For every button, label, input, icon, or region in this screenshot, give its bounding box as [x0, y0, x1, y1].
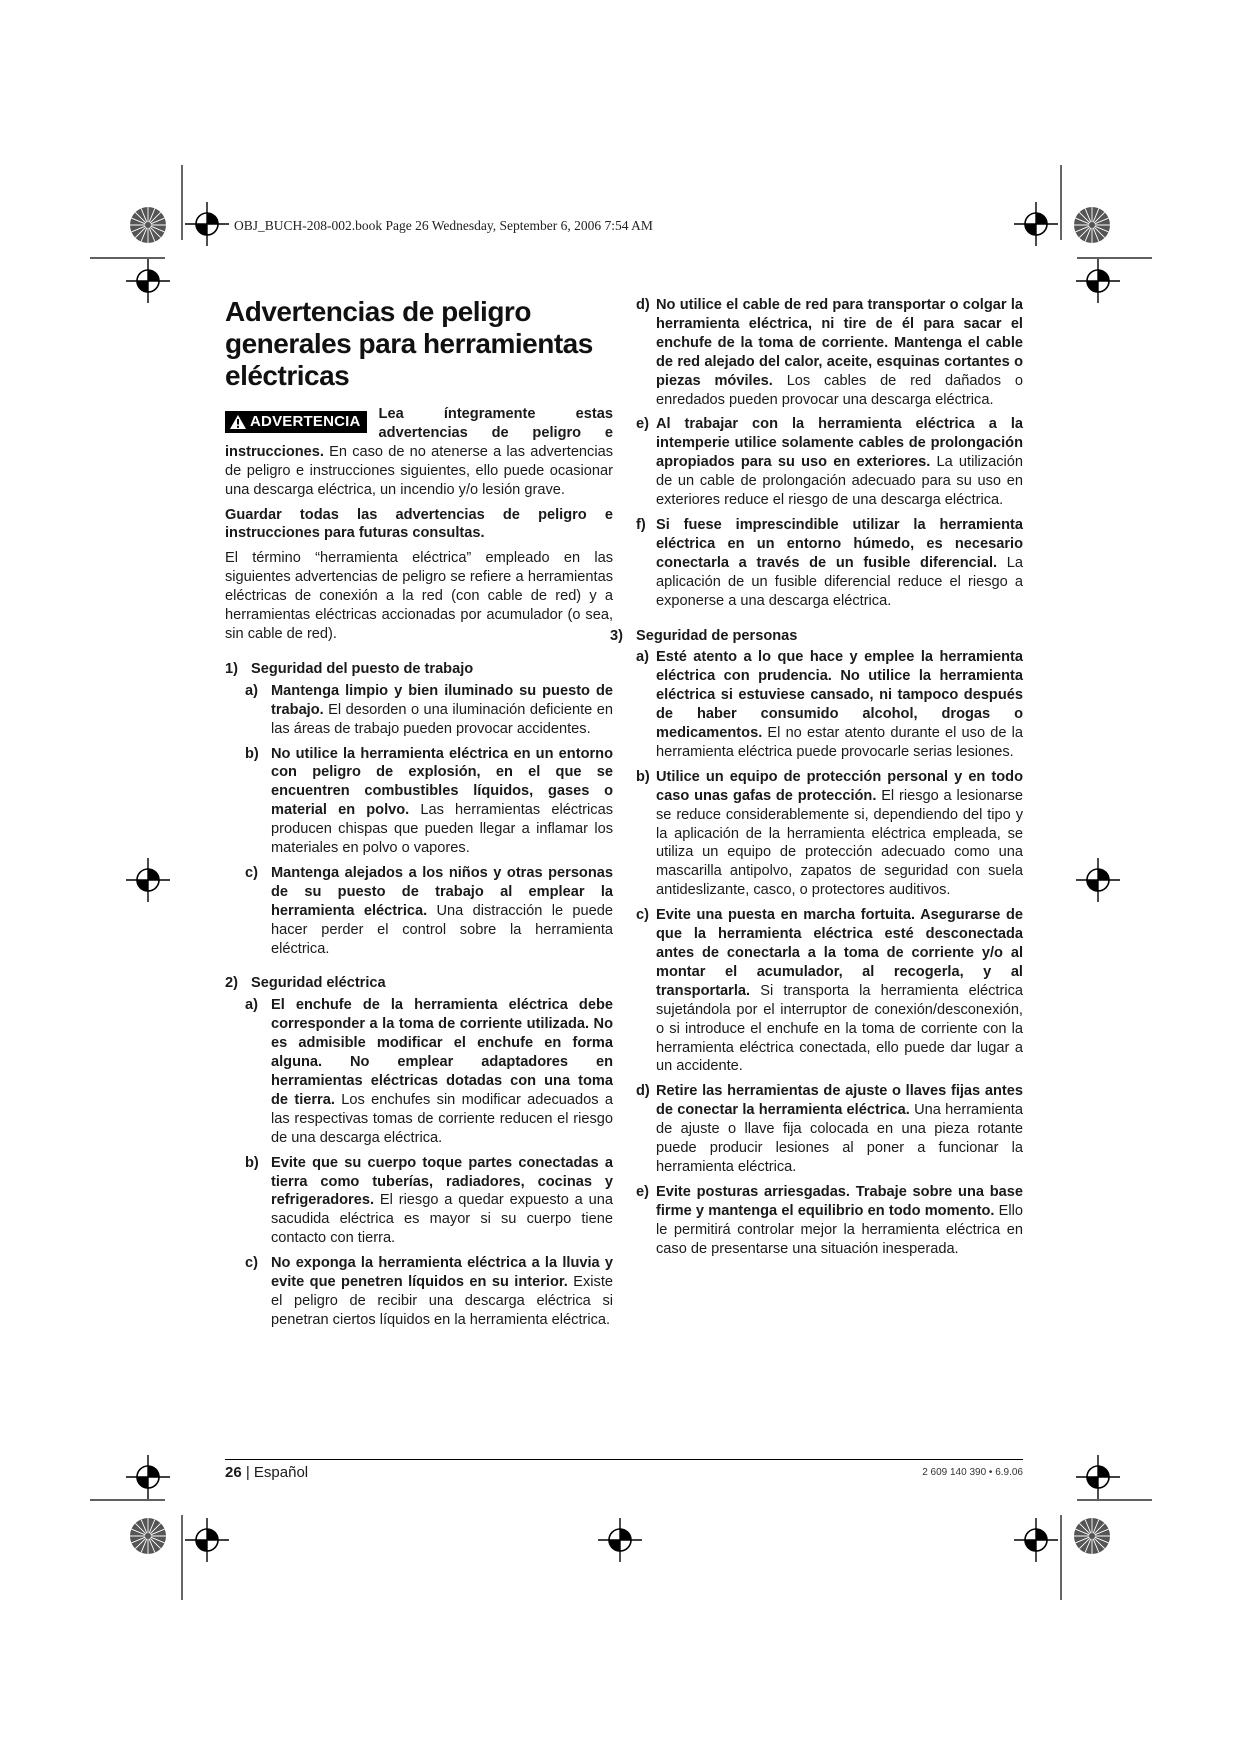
item-bold: No utilice la herramienta eléctrica en un entorno con peligro de explosión, en el que se encuentren combustibles líquidos, gases o material en polvo. [271, 745, 613, 819]
item-label: e) [636, 1183, 649, 1200]
list-item [636, 516, 1023, 611]
item-text: El riesgo a quedar expuesto a una sacudida eléctrica es mayor si su cuerpo tiene contacto con tierra. [271, 1192, 613, 1247]
item-bold: No exponga la herramienta eléctrica a la lluvia y evite que penetren líquidos en su interior. [271, 1255, 613, 1291]
section-1 [225, 660, 613, 959]
item-label: d) [636, 1083, 650, 1100]
list-item [636, 296, 1023, 409]
save-note: Guardar todas las advertencias de peligro e instrucciones para futuras consultas. [225, 506, 613, 542]
item-label: e) [636, 416, 649, 433]
print-header: OBJ_BUCH-208-002.book Page 26 Wednesday, September 6, 2006 7:54 AM [234, 218, 653, 233]
footer-page-info [225, 1464, 308, 1481]
section-title: Seguridad de personas [636, 627, 798, 644]
section-3 [610, 627, 1023, 1259]
item-text: Los cables de red dañados o enredados pueden provocar una descarga eléctrica. [656, 372, 1023, 408]
warning-bold: Lea íntegramente estas advertencias de peligro e instrucciones. [225, 406, 613, 460]
item-text: El no estar atento durante el uso de la herramienta eléctrica puede provocarle serias lesiones. [656, 725, 1023, 760]
item-label: f) [636, 516, 646, 533]
item-text: Una distracción le puede hacer perder el control sobre la herramienta eléctrica. [271, 902, 613, 957]
list-item [636, 415, 1023, 510]
section-number: 2) [225, 975, 238, 992]
list-item [636, 1082, 1023, 1177]
item-text: El desorden o una iluminación deficiente en las áreas de trabajo pueden provocar accidentes. [271, 701, 613, 737]
item-bold: No utilice el cable de red para transportar o colgar la herramienta eléctrica, ni tire de él para sacar el enchufe de la toma de corriente. Mantenga el cable de red alejado del calor, aceite, esquinas cortantes o piezas móviles. [656, 297, 1023, 389]
item-bold: Utilice un equipo de protección personal y en todo caso unas gafas de protección. [656, 768, 1023, 804]
warning-text: En caso de no atenerse a las advertencias de peligro e instrucciones siguientes, ello puede ocasionar una descarga eléctrica, un incendio y/o lesión grave. [225, 443, 613, 498]
list-item [636, 906, 1023, 1076]
item-bold: Retire las herramientas de ajuste o llaves fijas antes de conectar la herramienta eléctrica. [656, 1083, 1023, 1119]
item-bold: Al trabajar con la herramienta eléctrica a la intemperie utilice solamente cables de prolongación apropiados para su uso en exteriores. [656, 416, 1023, 471]
item-label: c) [636, 907, 649, 924]
item-text: Las herramientas eléctricas producen chispas que pueden llegar a inflamar los materiales en polvo o vapores. [271, 802, 613, 857]
list-item [225, 996, 613, 1147]
list-item [225, 1254, 613, 1330]
item-label: a) [636, 649, 649, 666]
item-bold: Evite que su cuerpo toque partes conectadas a tierra como tuberías, radiadores, cocinas y refrigeradores. [271, 1154, 613, 1209]
item-text: La utilización de un cable de prolongación adecuado para su uso en exteriores reduce el riesgo de una descarga eléctrica. [656, 454, 1023, 509]
item-text: Los enchufes sin modificar adecuados a las respectivas tomas de corriente reducen el riesgo de una descarga eléctrica. [271, 1091, 613, 1146]
section-title: Seguridad eléctrica [251, 975, 386, 992]
item-label: a) [245, 997, 258, 1014]
section-number: 3) [610, 627, 623, 644]
warning-triangle-icon [229, 414, 247, 430]
footer-separator: | [241, 1464, 254, 1481]
list-item [225, 745, 613, 858]
item-label: a) [245, 682, 258, 699]
section-heading [610, 627, 1023, 646]
item-text: Si transporta la herramienta eléctrica sujetándola por el interruptor de conexión/desconexión, o si introduce el enchufe en la toma de corriente con la herramienta eléctrica conectada, ello puede dar lugar a un accidente. [656, 982, 1023, 1075]
section-2 [225, 974, 613, 1329]
item-text: Ello le permitirá controlar mejor la herramienta eléctrica en caso de presentarse una situación inesperada. [656, 1202, 1024, 1257]
section-heading [225, 660, 613, 679]
page-number: 26 [225, 1464, 242, 1481]
list-item [636, 648, 1023, 761]
list-item [225, 864, 613, 959]
item-bold: Mantenga limpio y bien iluminado su puesto de trabajo. [271, 682, 613, 718]
item-bold: El enchufe de la herramienta eléctrica debe corresponder a la toma de corriente utilizada. No es admisible modificar el enchufe en forma alguna. No emplear adaptadores en herramientas eléctricas dotadas con una toma de tierra. [271, 997, 613, 1108]
item-label: b) [245, 745, 259, 762]
intro-paragraph: El término “herramienta eléctrica” empleado en las siguientes advertencias de peligro se refiere a herramientas eléctricas de conexión a la red (con cable de red) y a herramientas eléctricas accionadas por acumulador (o sea, sin cable de red). [225, 550, 613, 642]
section-title: Seguridad del puesto de trabajo [251, 660, 474, 677]
right-column [610, 296, 1024, 1265]
item-label: d) [636, 297, 650, 313]
footer-code: 2 609 140 390 • 6.9.06 [922, 1467, 1023, 1478]
item-bold: Evite posturas arriesgadas. Trabaje sobre una base firme y mantenga el equilibrio en todo momento. [656, 1183, 1023, 1219]
item-bold: Si fuese imprescindible utilizar la herramienta eléctrica en un entorno húmedo, es necesario conectarla a través de un fusible diferencial. [656, 516, 1023, 571]
item-text: Existe el peligro de recibir una descarga eléctrica si penetran ciertos líquidos en la herramienta eléctrica. [271, 1274, 613, 1328]
item-label: c) [245, 1255, 258, 1272]
section-2-continued [636, 296, 1023, 611]
section-number: 1) [225, 660, 238, 677]
item-text: Una herramienta de ajuste o llave fija colocada en una pieza rotante puede producir lesiones al poner a funcionar la herramienta eléctrica. [656, 1102, 1023, 1175]
item-bold: Mantenga alejados a los niños y otras personas de su puesto de trabajo al emplear la herramienta eléctrica. [271, 864, 613, 919]
item-bold: Esté atento a lo que hace y emplee la herramienta eléctrica con prudencia. No utilice la herramienta eléctrica si estuviese cansado, ni tampoco después de haber consumido alcohol, drogas o medicamentos. [656, 649, 1023, 742]
section-heading [225, 974, 613, 993]
list-item [636, 1183, 1023, 1259]
footer-rule [225, 1459, 1023, 1460]
warning-badge-label: ADVERTENCIA [250, 413, 361, 430]
item-label: b) [245, 1154, 259, 1171]
item-bold: Evite una puesta en marcha fortuita. Asegurarse de que la herramienta eléctrica esté desconectada antes de conectarla a la toma de corriente y/o al montar el acumulador, al recogerla, y al transportarla. [656, 907, 1023, 999]
left-column [225, 296, 613, 1336]
warning-badge [225, 411, 367, 433]
list-item [636, 768, 1023, 900]
item-text: La aplicación de un fusible diferencial reduce el riesgo a exponerse a una descarga eléctrica. [656, 554, 1023, 609]
item-label: c) [245, 864, 258, 881]
warning-paragraph [225, 405, 613, 500]
list-item [225, 1154, 613, 1249]
list-item [225, 682, 613, 739]
item-label: b) [636, 768, 650, 785]
page-title: Advertencias de peligro generales para herramientas eléctricas [225, 296, 593, 391]
item-text: El riesgo a lesionarse se reduce considerablemente si, dependiendo del tipo y la aplicación de la herramienta eléctrica empleada, se utiliza un equipo de protección adecuado como una mascarilla antipolvo, zapatos de seguridad con suela antideslizante, casco, o protectores auditivos. [656, 787, 1023, 899]
footer-language: Español [253, 1464, 309, 1481]
